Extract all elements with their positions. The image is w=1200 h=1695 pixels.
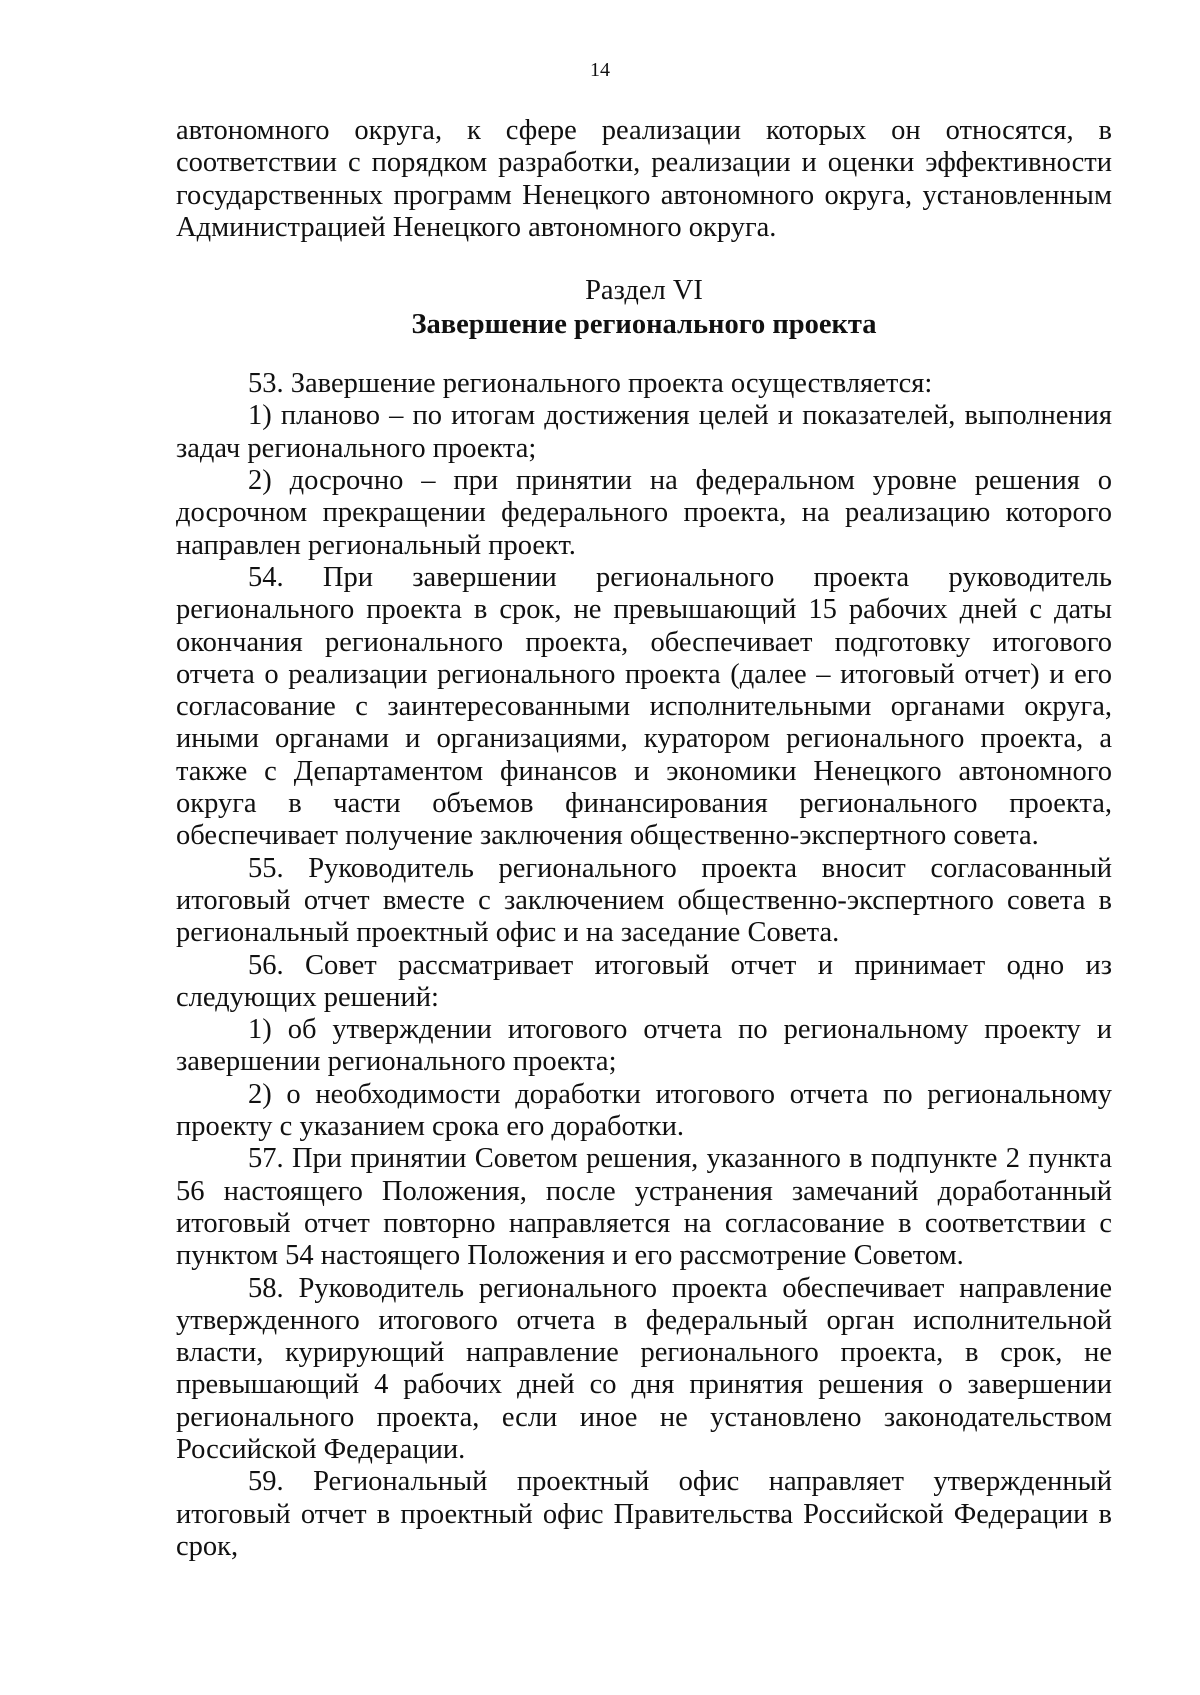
paragraph-56-1: 1) об утверждении итогового отчета по региональному проекту и завершении регионального проекта; <box>176 1014 1112 1078</box>
document-body <box>176 115 1112 1563</box>
paragraph-56: 56. Совет рассматривает итоговый отчет и принимает одно из следующих решений: <box>176 949 1112 1013</box>
paragraph-56-2: 2) о необходимости доработки итогового отчета по региональному проекту с указанием срока его доработки. <box>176 1078 1112 1143</box>
paragraph-57: 57. При принятии Советом решения, указанного в подпункте 2 пункта 56 настоящего Положения, после устранения замечаний доработанный итоговый отчет повторно направляется на согласование в соответствии с пунктом 54 настоящего Положения и его рассмотрение Советом. <box>176 1143 1112 1272</box>
intro-paragraph: автономного округа, к сфере реализации которых он относятся, в соответствии с порядком разработки, реализации и оценки эффективности государственных программ Ненецкого автономного округа, установленным Администрацией Ненецкого автономного округа. <box>176 115 1112 243</box>
paragraph-53-2: 2) досрочно – при принятии на федеральном уровне решения о досрочном прекращении федерального проекта, на реализацию которого направлен региональный проект. <box>176 465 1112 561</box>
paragraph-55: 55. Руководитель регионального проекта вносит согласованный итоговый отчет вместе с заключением общественно-экспертного совета в региональный проектный офис и на заседание Совета. <box>176 852 1112 949</box>
paragraph-58: 58. Руководитель регионального проекта обеспечивает направление утвержденного итогового отчета в федеральный орган исполнительной власти, курирующий направление регионального проекта, в срок, не превышающий 4 рабочих дней со дня принятия решения о завершении регионального проекта, если иное не установлено законодательством Российской Федерации. <box>176 1272 1112 1465</box>
paragraph-54: 54. При завершении регионального проекта руководитель регионального проекта в срок, не превышающий 15 рабочих дней с даты окончания регионального проекта, обеспечивает подготовку итогового отчета о реализации регионального проекта (далее – итоговый отчет) и его согласование с заинтересованными исполнительными органами округа, иными органами и организациями, куратором регионального проекта, а также с Департаментом финансов и экономики Ненецкого автономного округа в части объемов финансирования регионального проекта, обеспечивает получение заключения общественно-экспертного совета. <box>176 561 1112 852</box>
section-heading <box>176 274 1112 342</box>
paragraph-53-1: 1) планово – по итогам достижения целей и показателей, выполнения задач регионального проекта; <box>176 400 1112 464</box>
paragraph-59: 59. Региональный проектный офис направляет утвержденный итоговый отчет в проектный офис Правительства Российской Федерации в срок, <box>176 1466 1112 1562</box>
section-title: Завершение регионального проекта <box>411 309 877 341</box>
section-number: Раздел VI <box>585 275 703 307</box>
paragraph-53: 53. Завершение регионального проекта осуществляется: <box>248 368 933 400</box>
page-number: 14 <box>590 59 610 81</box>
